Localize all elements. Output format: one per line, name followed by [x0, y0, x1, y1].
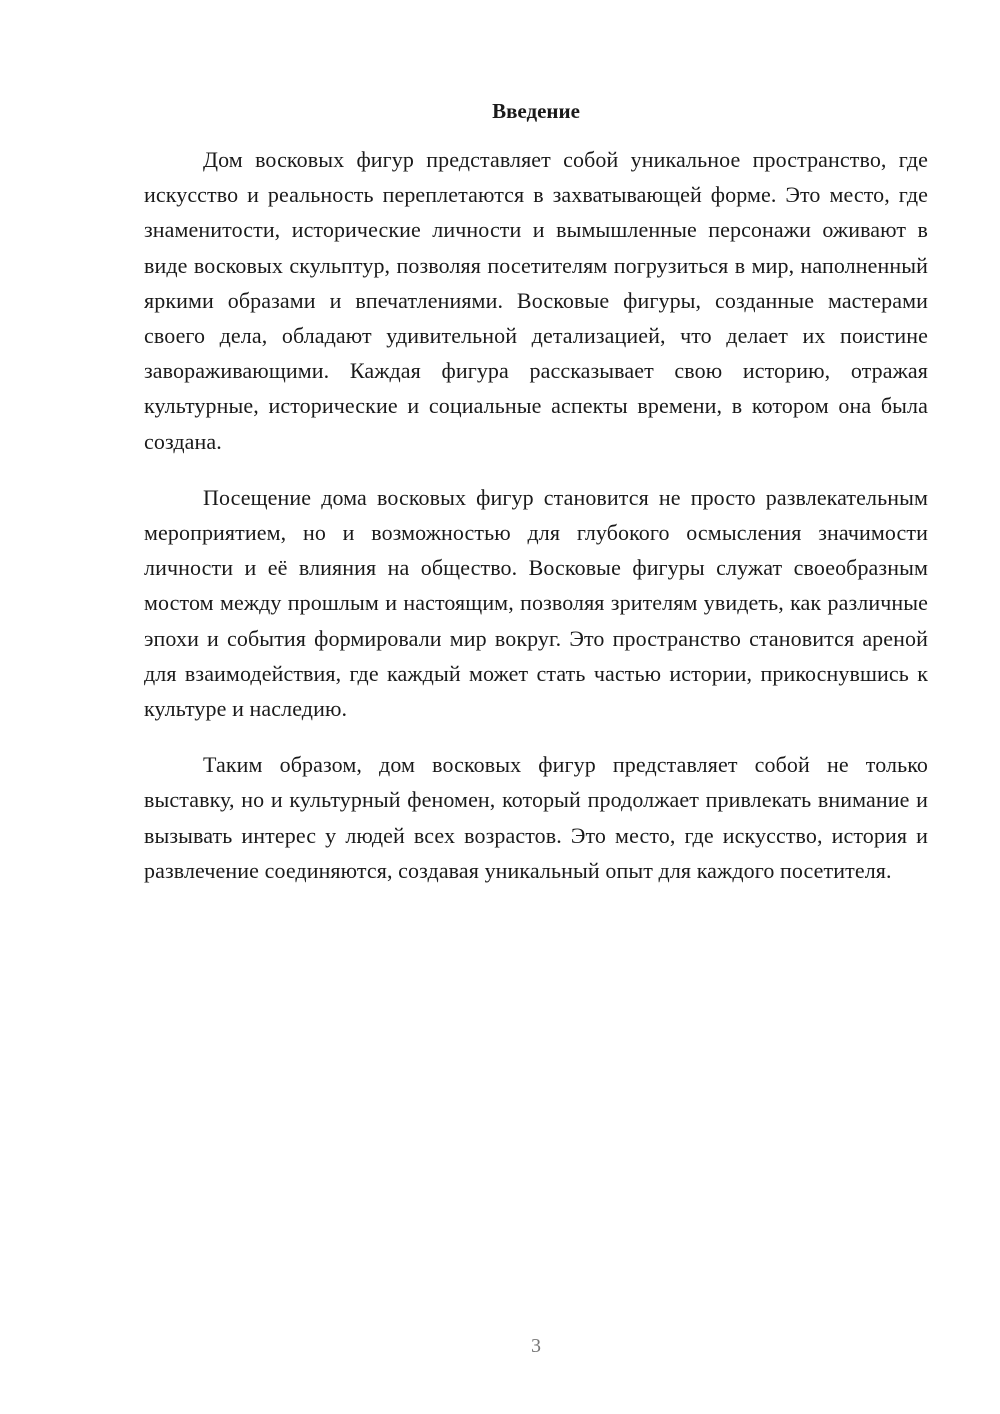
page-number: 3 — [531, 1335, 541, 1357]
paragraph-3: Таким образом, дом восковых фигур представляет собой не только выставку, но и культурный феномен, который продолжает привлекать внимание и вызывать интерес у людей всех возрастов. Это место, где искусство, история и развлечение соединяются, создавая уникальный опыт для каждого посетителя. — [144, 752, 928, 883]
paragraph-1: Дом восковых фигур представляет собой уникальное пространство, где искусство и реальность переплетаются в захватывающей форме. Это место, где знаменитости, исторические личности и вымышленные персонажи оживают в виде восковых скульптур, позволяя посетителям погрузиться в мир, наполненный яркими образами и впечатлениями. Восковые фигуры, созданные мастерами своего дела, обладают удивительной детализацией, что делает их поистине завораживающими. Каждая фигура рассказывает свою историю, отражая культурные, исторические и социальные аспекты времени, в котором она была создана. — [144, 147, 928, 454]
body-text — [144, 142, 928, 909]
paragraph-2: Посещение дома восковых фигур становится не просто развлекательным мероприятием, но и возможностью для глубокого осмысления значимости личности и её влияния на общество. Восковые фигуры служат своеобразным мостом между прошлым и настоящим, позволяя зрителям увидеть, как различные эпохи и события формировали мир вокруг. Это пространство становится ареной для взаимодействия, где каждый может стать частью истории, прикоснувшись к культуре и наследию. — [144, 484, 928, 722]
section-title: Введение — [492, 99, 580, 123]
